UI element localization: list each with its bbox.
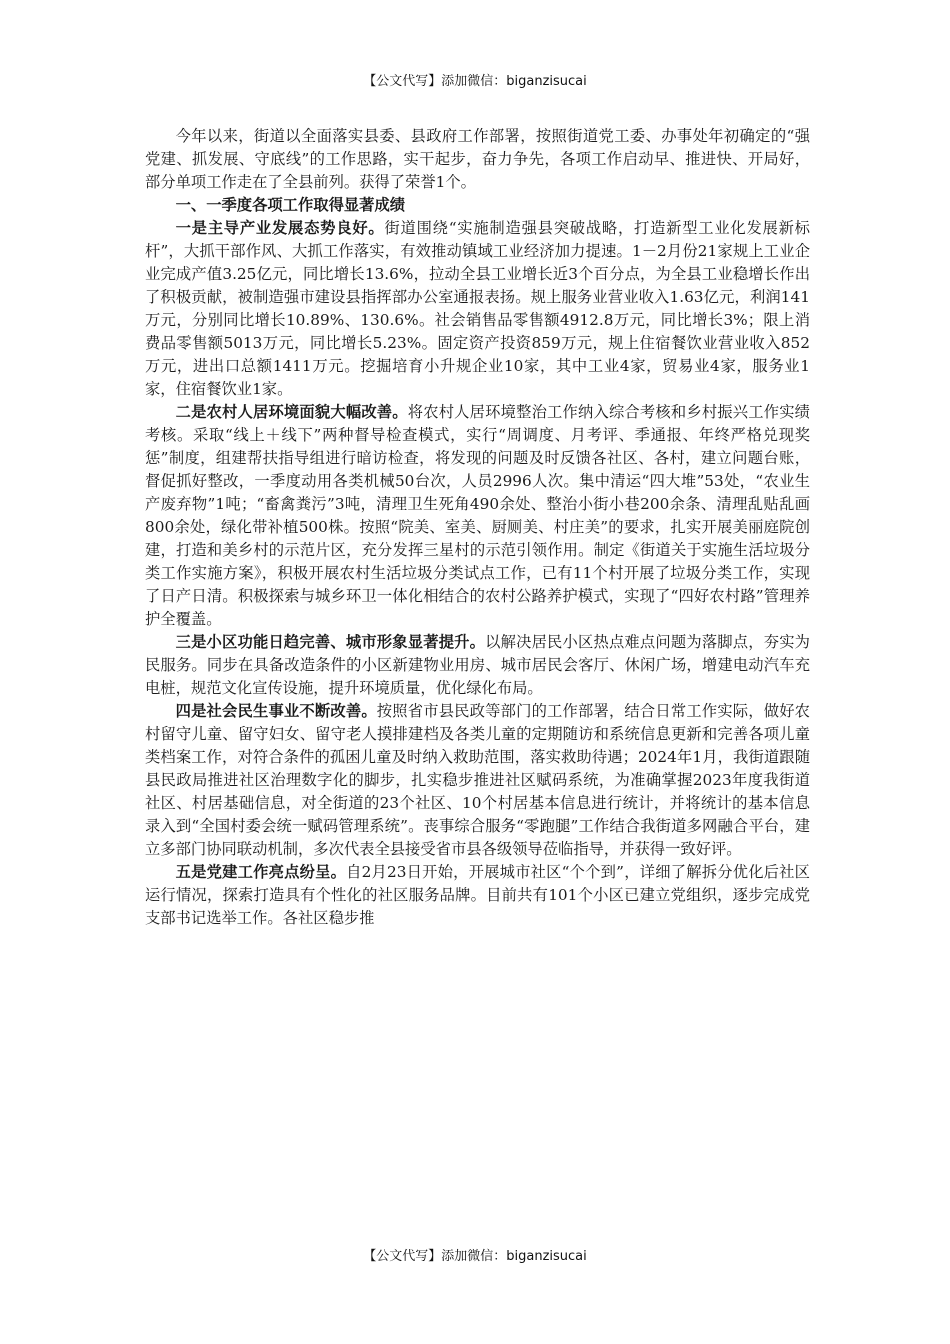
paragraph-text: 按照省市县民政等部门的工作部署，结合日常工作实际，做好农村留守儿童、留守妇女、留守老人摸排建档及各类儿童的定期随访和系统信息更新和完善各项儿童类档案工作，对符合条件的孤困儿童及时纳入救助范围，落实救助待遇；2024年1月，我街道跟随县民政局推进社区治理数字化的脚步，扎实稳步推进社区赋码系统，为准确掌握2023年度我街道社区、村居基础信息，对全街道的23个社区、10个村居基本信息进行统计，并将统计的基本信息录入到“全国村委会统一赋码管理系统”。丧事综合服务“零跑腿”工作结合我街道多网融合平台，建立多部门协同联动机制，多次代表全县接受省市县各级领导莅临指导，并获得一致好评。 [145,702,810,858]
page-footer: 【公文代写】添加微信：biganzisucai [363,1249,587,1264]
page-header: 【公文代写】添加微信：biganzisucai [363,74,587,89]
paragraph-text: 以解决居民小区热点难点问题为落脚点，夯实为民服务。同步在具备改造条件的小区新建物业用房、城市居民会客厅、休闲广场，增建电动汽车充电桩，规范文化宣传设施，提升环境质量，优化绿化布局。 [145,633,810,697]
paragraph-industry [145,217,810,401]
paragraph-text: 街道围绕“实施制造强县突破战略，打造新型工业化发展新标杆”，大抓干部作风、大抓工作落实，有效推动镇域工业经济加力提速。1－2月份21家规上工业企业完成产值3.25亿元，同比增长13.6%，拉动全县工业增长近3个百分点，为全县工业稳增长作出了积极贡献，被制造强市建设县指挥部办公室通报表扬。规上服务业营业收入1.63亿元，利润141万元，分别同比增长10.89%、130.6%。社会销售品零售额4912.8万元，同比增长3%；限上消费品零售额5013万元，同比增长5.23%。固定资产投资859万元，规上住宿餐饮业营业收入852万元，进出口总额1411万元。挖掘培育小升规企业10家，其中工业4家，贸易业4家，服务业1家，住宿餐饮业1家。 [145,219,810,398]
document-body [145,125,810,930]
paragraph-text: 将农村人居环境整治工作纳入综合考核和乡村振兴工作实绩考核。采取“线上＋线下”两种督导检查模式，实行“周调度、月考评、季通报、年终严格兑现奖惩”制度，组建帮扶指导组进行暗访检查，将发现的问题及时反馈各社区、各村，建立问题台账，督促抓好整改，一季度动用各类机械50台次，人员2996人次。集中清运“四大堆”53处，“农业生产废弃物”1吨；“畜禽粪污”3吨，清理卫生死角490余处、整治小街小巷200余条、清理乱贴乱画800余处，绿化带补植500株。按照“院美、室美、厨厕美、村庄美”的要求，扎实开展美丽庭院创建，打造和美乡村的示范片区，充分发挥三星村的示范引领作用。制定《街道关于实施生活垃圾分类工作实施方案》，积极开展农村生活垃圾分类试点工作，已有11个村开展了垃圾分类工作，实现了日产日清。积极探索与城乡环卫一体化相结合的农村公路养护模式，实现了“四好农村路”管理养护全覆盖。 [145,403,810,628]
paragraph-lead: 四是社会民生事业不断改善。 [175,702,377,720]
paragraph-livelihood [145,700,810,861]
paragraph-lead: 二是农村人居环境面貌大幅改善。 [175,403,408,421]
paragraph-lead: 三是小区功能日趋完善、城市形象显著提升。 [175,633,486,651]
paragraph-party-building [145,861,810,930]
paragraph-lead: 一是主导产业发展态势良好。 [175,219,385,237]
paragraph-rural-environment [145,401,810,631]
intro-paragraph: 今年以来，街道以全面落实县委、县政府工作部署，按照街道党工委、办事处年初确定的“强党建、抓发展、守底线”的工作思路，实干起步，奋力争先，各项工作启动早、推进快、开局好，部分单项工作走在了全县前列。获得了荣誉1个。 [145,127,810,191]
paragraph-text: 自2月23日开始，开展城市社区“个个到”，详细了解拆分优化后社区运行情况，探索打造具有个性化的社区服务品牌。目前共有101个小区已建立党组织，逐步完成党支部书记选举工作。各社区稳步推 [145,863,810,927]
paragraph-lead: 五是党建工作亮点纷呈。 [175,863,347,881]
section-heading: 一、一季度各项工作取得显著成绩 [175,196,406,214]
paragraph-community [145,631,810,700]
